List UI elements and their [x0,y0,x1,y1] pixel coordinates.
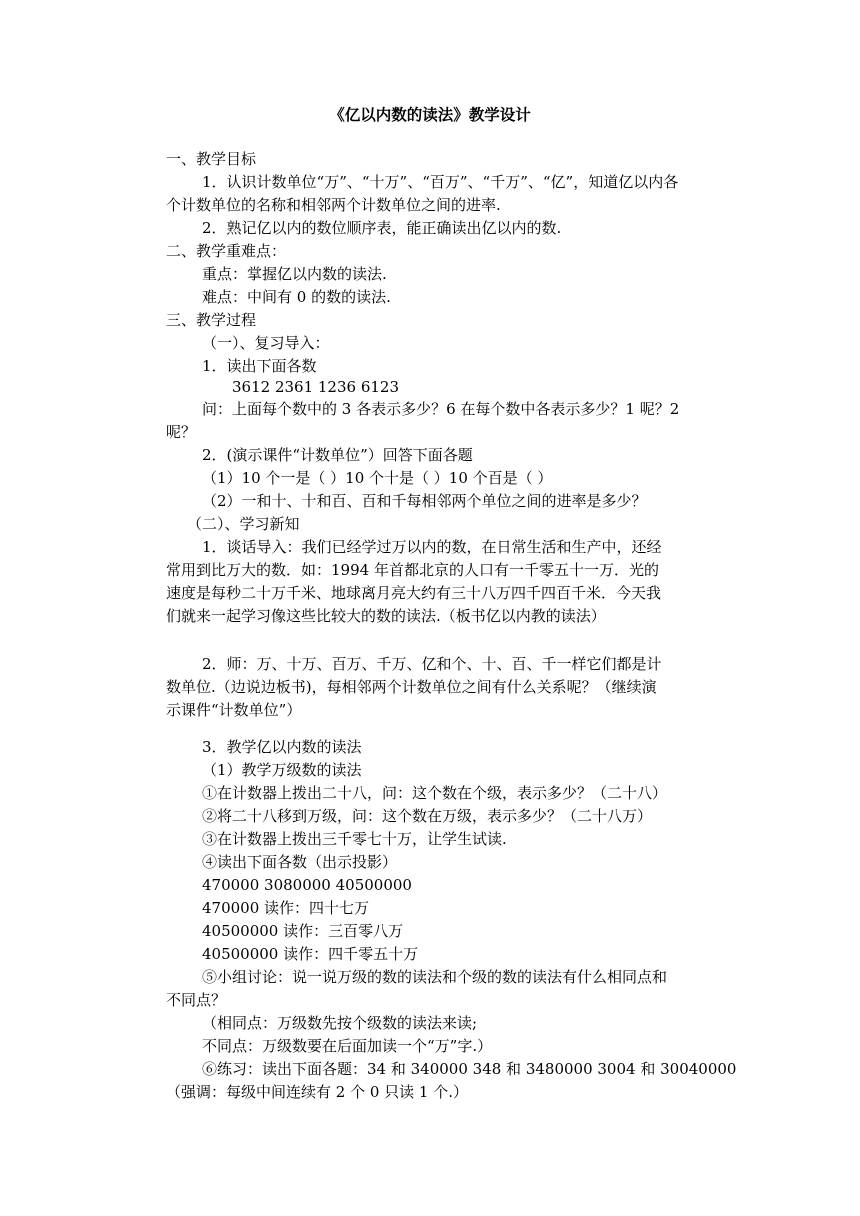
paragraph-line: （1）10 个一是（ ）10 个十是（ ）10 个百是（ ） [202,469,553,487]
document-title: 《亿以内数的读法》教学设计 [329,105,531,124]
paragraph-line: 个计数单位的名称和相邻两个计数单位之间的进率. [166,196,501,214]
paragraph-line: 呢？ [166,423,197,441]
paragraph-line: 40500000 读作：三百零八万 [202,922,404,940]
paragraph-line: 1．谈话导入：我们已经学过万以内的数，在日常生活和生产中，还经 [202,538,662,556]
paragraph-line: 2．(演示课件“计数单位”）回答下面各题 [202,446,473,464]
paragraph-line: 问：上面每个数中的 3 各表示多少？6 在每个数中各表示多少？1 呢？2 [202,400,680,418]
paragraph-line: 数单位.（边说边板书)，每相邻两个计数单位之间有什么关系呢？（继续演 [166,678,657,696]
number-row: 470000 3080000 40500000 [202,876,412,894]
paragraph-line: （相同点：万级数先按个级数的读法来读; [202,1014,478,1032]
paragraph-line: （2）一和十、十和百、百和千每相邻两个单位之间的进率是多少？ [202,492,647,510]
paragraph-line: 难点：中间有 0 的数的读法. [202,288,391,306]
paragraph-line: ①在计数器上拨出二十八，问：这个数在个级，表示多少？（二十八） [202,784,668,802]
paragraph-line: 不同点？ [166,991,227,1009]
subsection-heading: （一）、复习导入： [202,334,330,352]
paragraph-line: ③在计数器上拨出三千零七十万，让学生试读. [202,830,507,848]
paragraph-line: 常用到比万大的数．如：1994 年首都北京的人口有一千零五十一万．光的 [166,561,659,579]
paragraph-line: ②将二十八移到万级，问：这个数在万级，表示多少？（二十八万） [202,807,653,825]
paragraph-line: 们就来一起学习像这些比较大的数的读法.（板书亿以内教的读法） [166,607,606,625]
paragraph-line: 2．熟记亿以内的数位顺序表，能正确读出亿以内的数. [202,219,562,237]
paragraph-line: （强调：每级中间连续有 2 个 0 只读 1 个.） [166,1083,469,1101]
paragraph-line: 1．认识计数单位“万”、“十万”、“百万”、“千万”、“亿”，知道亿以内各 [202,173,679,191]
paragraph-line: 2．师：万、十万、百万、千万、亿和个、十、百、千一样它们都是计 [202,655,662,673]
paragraph-line: ④读出下面各数（出示投影） [202,853,398,871]
number-row: 3612 2361 1236 6123 [232,378,399,396]
paragraph-line: 示课件“计数单位”） [166,701,302,719]
paragraph-line: 3．教学亿以内数的读法 [202,738,362,756]
paragraph-line: 速度是每秒二十万千米、地球离月亮大约有三十八万四千四百千米．今天我 [166,584,662,602]
paragraph-line: 1．读出下面各数 [202,357,317,375]
section-heading: 三、教学过程 [166,311,257,329]
subsection-heading: （二）、学习新知 [187,515,300,533]
section-heading: 二、教学重难点： [166,242,287,260]
paragraph-line: 470000 读作：四十七万 [202,899,370,917]
paragraph-line: 40500000 读作：四千零五十万 [202,945,419,963]
paragraph-line: 不同点：万级数要在后面加读一个“万”字.） [202,1037,493,1055]
paragraph-line: ⑥练习：读出下面各题：34 和 340000 348 和 3480000 3004 和 30040000 [202,1060,737,1078]
section-heading: 一、教学目标 [166,150,257,168]
paragraph-line: 重点：掌握亿以内数的读法. [202,265,387,283]
paragraph-line: （1）教学万级数的读法 [202,761,362,779]
paragraph-line: ⑤小组讨论：说一说万级的数的读法和个级的数的读法有什么相同点和 [202,968,668,986]
